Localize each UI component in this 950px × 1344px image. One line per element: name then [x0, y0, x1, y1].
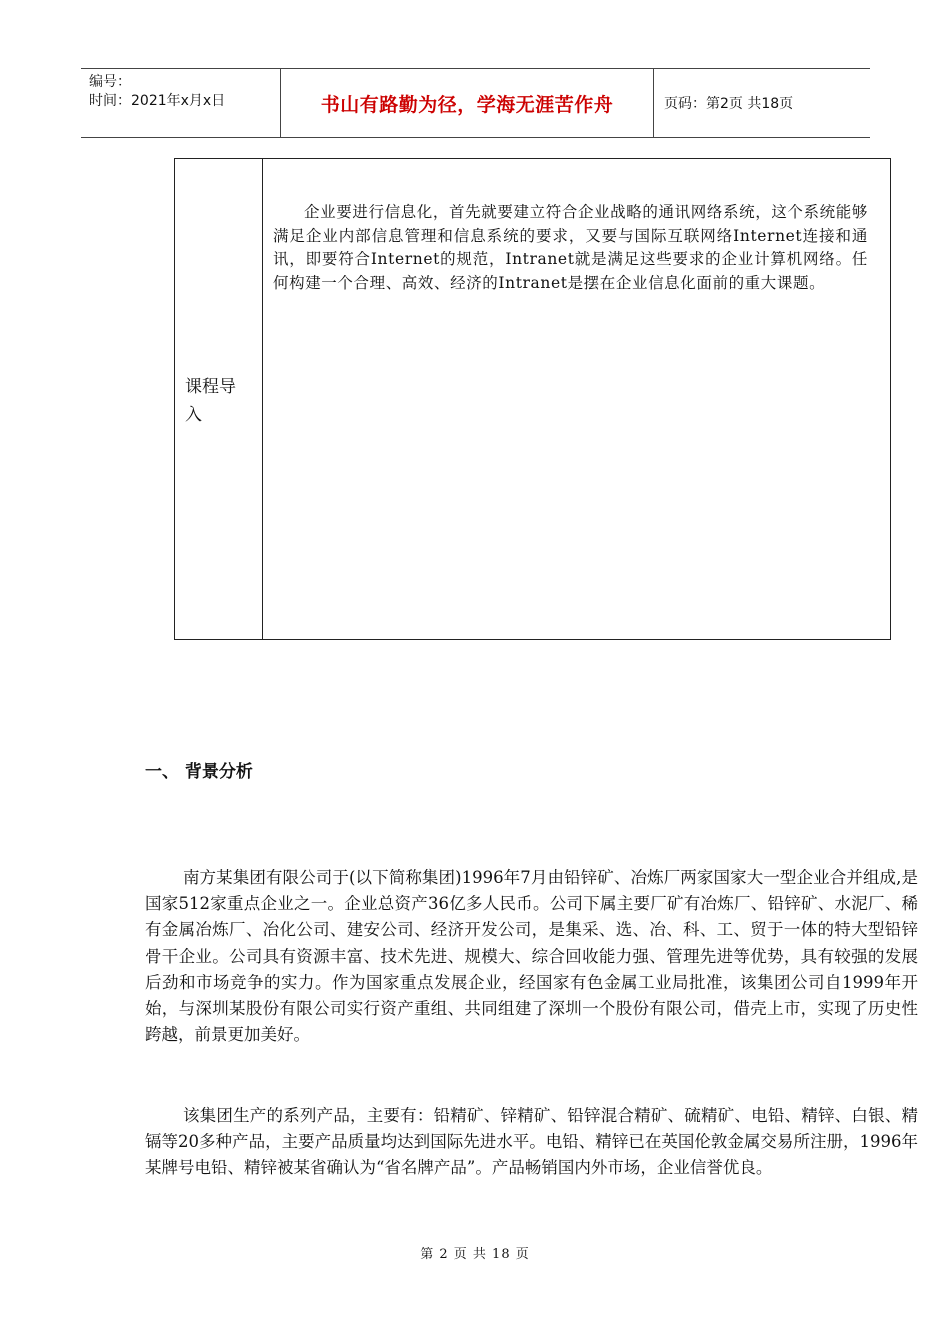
document-time-label: 时间：2021年x月x日: [89, 93, 226, 109]
header-page-info: 页码：第2页 共18页: [664, 96, 794, 112]
course-intro-table: [174, 158, 891, 640]
body-paragraph-2: 该集团生产的系列产品，主要有：铅精矿、锌精矿、铅锌混合精矿、硫精矿、电铅、精锌、白银、精镉等20多种产品，主要产品质量均达到国际先进水平。电铅、精锌已在英国伦敦金属交易所注册，1996年某牌号电铅、精锌被某省确认为“省名牌产品”。产品畅销国内外市场，企业信誉优良。: [145, 1106, 918, 1178]
header-meta: [81, 69, 281, 137]
body-paragraph-1: 南方某集团有限公司于(以下简称集团)1996年7月由铅锌矿、冶炼厂两家国家大一型企业合并组成,是国家512家重点企业之一。企业总资产36亿多人民币。公司下属主要厂矿有冶炼厂、铅锌矿、水泥厂、稀有金属冶炼厂、冶化公司、建安公司、经济开发公司，是集采、选、冶、科、工、贸于一体的特大型铅锌骨干企业。公司具有资源丰富、技术先进、规模大、综合回收能力强、管理先进等优势，具有较强的发展后劲和市场竞争的实力。作为国家重点发展企业，经国家有色金属工业局批准，该集团公司自1999年开始，与深圳某股份有限公司实行资产重组、共同组建了深圳一个股份有限公司，借壳上市，实现了历史性跨越，前景更加美好。: [145, 868, 918, 1045]
document-number-label: 编号：: [89, 74, 131, 90]
course-intro-label-cell: [175, 159, 263, 639]
course-intro-label: 课程导入: [185, 377, 236, 425]
section-title: 一、 背景分析: [145, 762, 253, 782]
page-footer: 第 2 页 共 18 页: [420, 1247, 530, 1262]
course-intro-text: 企业要进行信息化，首先就要建立符合企业战略的通讯网络系统，这个系统能够满足企业内部信息管理和信息系统的要求，又要与国际互联网络Internet连接和通讯，即要符合Internet的规范，Intranet就是满足这些要求的企业计算机网络。任何构建一个合理、高效、经济的Intranet是摆在企业信息化面前的重大课题。: [273, 203, 868, 292]
header-motto: 书山有路勤为径，学海无涯苦作舟: [281, 69, 654, 137]
document-header: [81, 68, 870, 138]
